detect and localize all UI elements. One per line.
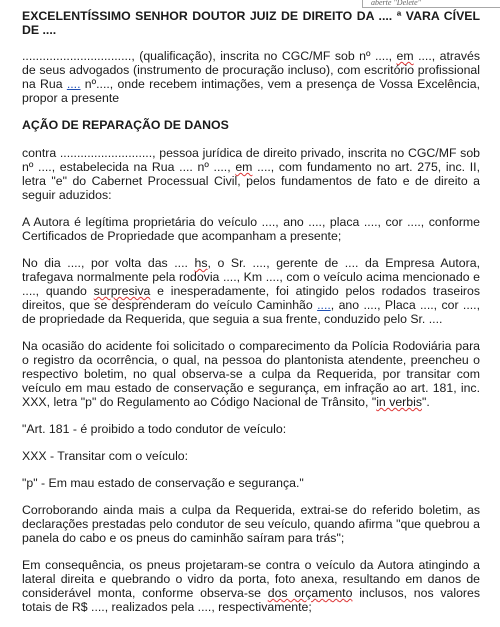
p3-text-b: ".: [422, 395, 430, 409]
p2-text-a: No dia ...., por volta das ....: [22, 256, 195, 270]
p5-dos-orcamento: dos orçamento: [267, 586, 353, 600]
paragraph-1: A Autora é legítima proprietária do veículo ...., ano ...., placa ...., cor ...., conforme Certificados de Propriedade que acompanham a presente;: [22, 215, 480, 243]
p2-text-b: , o Sr. ...., gerente de .... da Empresa Autora, trafegava normalmente pela rodovia ...., Km ...., com o veículo acima mencionado e ...., quando: [22, 256, 480, 298]
contra-em: em: [235, 160, 253, 174]
intro-text-b: ...., através de seus advogados (instrumento de procuração incluso), com escritório profissional na Rua: [22, 49, 480, 91]
paragraph-4: Corroborando ainda mais a culpa da Requerida, extrai-se do referido boletim, as declarações prestadas pelo condutor de seu veículo, quando afirma "que quebrou a panela do cabo e os pneus do caminhão saíram para trás";: [22, 503, 480, 545]
p2-text-c: e inesperadamente, foi atingido pelos rodados traseiros direitos, que se desprenderam do veículo Caminhão: [22, 284, 481, 312]
contra-text-a: contra ..........................., pessoa jurídica de direito privado, inscrita no CGC/MF sob nº ...., estabelecida na Rua .... nº ....,: [22, 146, 480, 174]
paragraph-2: [22, 256, 480, 326]
intro-text-c: nº...., onde recebem intimações, vem a presença de Vossa Excelência, propor a presente: [22, 77, 481, 105]
quote-line-2: XXX - Transitar com o veículo:: [22, 449, 189, 463]
quote-line-1: "Art. 181 - é proibido a todo condutor de veículo:: [22, 422, 287, 436]
p3-in-verbis: in verbis: [376, 395, 422, 409]
section-title: AÇÃO DE REPARAÇÃO DE DANOS: [22, 118, 229, 132]
p2-surpresiva: surpresiva: [93, 284, 151, 298]
p2-hs: hs: [194, 256, 208, 270]
p3-text-a: Na ocasião do acidente foi solicitado o comparecimento da Polícia Rodoviária para o registro da ocorrência, o qual, na pessoa do plantonista atendente, preencheu o respectivo boletim, no qual observa-se a culpa da Requerida, por transitar com veículo em mau estado de conservação e segurança, em infração ao art. 181, inc. XXX, letra "p" do Regulamento ao Código Nacional de Trânsito, ": [22, 339, 480, 409]
document-body: [22, 9, 480, 627]
paragraph-3: [22, 339, 480, 409]
comment-tag: aberte "Delete": [362, 0, 500, 8]
intro-paragraph: [22, 49, 480, 105]
paragraph-5: [22, 558, 480, 614]
p2-text-d: , ano ...., Placa ...., cor ...., de propriedade da Requerida, que seguia a sua frente, conduzido pelo Sr. ....: [22, 298, 480, 326]
quote-line-3: "p" - Em mau estado de conservação e segurança.": [22, 476, 304, 490]
p5-text-b: inclusos, nos valores totais de R$ ...., realizados pela ...., respectivamente;: [22, 586, 481, 614]
page-heading: [22, 9, 480, 37]
heading-line-1: EXCELENTÍSSIMO SENHOR DOUTOR JUIZ DE DIREITO DA .... ª VARA CÍVEL: [22, 9, 480, 23]
p2-blank-link[interactable]: ....: [317, 298, 331, 312]
contra-text-b: ...., com fundamento no art. 275, inc. II, letra "e" do Cabernet Processual Civil, pelos fundamentos de fato e de direito a seguir aduzidos:: [22, 160, 480, 202]
intro-text-a: ................................, (qualificação), inscrita no CGC/MF sob nº ....,: [22, 49, 397, 63]
contra-paragraph: [22, 146, 480, 202]
heading-line-2: DE ....: [22, 23, 57, 37]
intro-em: em: [396, 49, 414, 63]
intro-blank-link[interactable]: ....: [66, 77, 81, 91]
p5-text-a: Em consequência, os pneus projetaram-se contra o veículo da Autora atingindo a lateral direita e quebrando o vidro da porta, foto anexa, resultando em danos de considerável monta, conforme observa-se: [22, 558, 480, 600]
